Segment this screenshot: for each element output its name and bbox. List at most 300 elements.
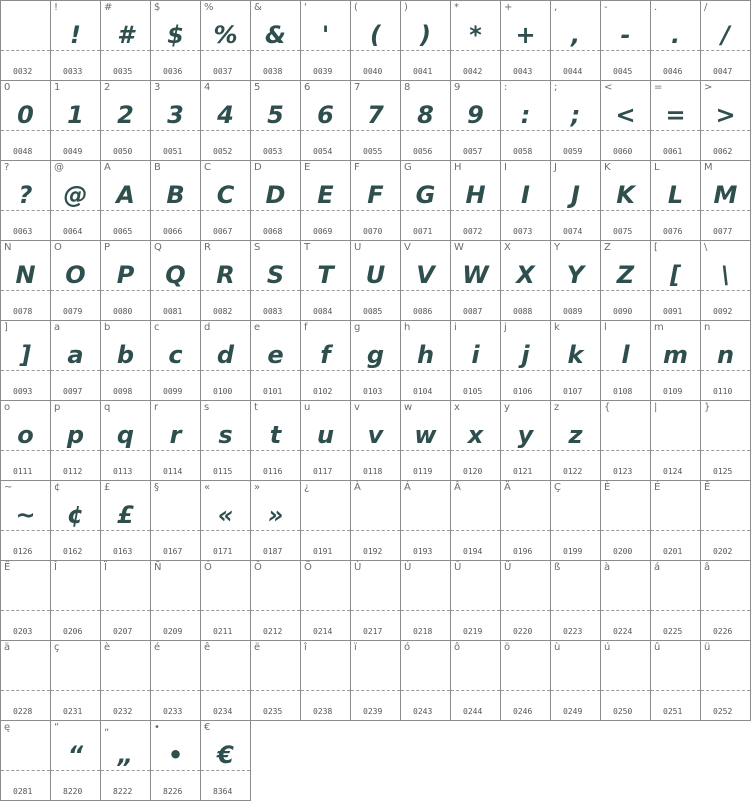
glyph-key-label: ¿ — [304, 482, 310, 493]
glyph-sample: 2 — [117, 101, 134, 129]
glyph-sample — [151, 495, 200, 535]
glyph-key-label: T — [304, 242, 311, 253]
glyph-cell — [700, 0, 751, 81]
glyph-sample: 9 — [467, 101, 484, 129]
glyph-key-label: l — [604, 322, 607, 333]
glyph-cell — [100, 480, 151, 561]
glyph-key-label: È — [604, 482, 611, 493]
glyph-sample — [1, 575, 50, 615]
glyph-code-label: 0067 — [213, 227, 233, 236]
glyph-key-label: 0 — [4, 82, 11, 93]
glyph-sample — [201, 655, 250, 695]
glyph-key-label: w — [404, 402, 413, 413]
glyph-key-label: ~ — [4, 482, 13, 493]
glyph-sample: • — [167, 741, 184, 769]
glyph-sample — [651, 415, 700, 455]
glyph-sample: 8 — [417, 101, 434, 129]
glyph-code-label: 0068 — [263, 227, 283, 236]
glyph-key-label: I — [504, 162, 507, 173]
glyph-cell — [500, 80, 551, 161]
glyph-code-label: 0104 — [413, 387, 433, 396]
glyph-code-label: 0035 — [113, 67, 133, 76]
glyph-key-label: á — [654, 562, 661, 573]
glyph-key-label: d — [204, 322, 211, 333]
glyph-cell — [100, 640, 151, 721]
glyph-code-label: 0080 — [113, 307, 133, 316]
glyph-key-label: h — [404, 322, 411, 333]
glyph-cell — [450, 560, 501, 641]
glyph-cell — [400, 320, 451, 401]
glyph-cell — [700, 160, 751, 241]
glyph-code-label: 0083 — [263, 307, 283, 316]
glyph-code-label: 0110 — [713, 387, 733, 396]
glyph-code-label: 0100 — [213, 387, 233, 396]
glyph-key-label: Y — [554, 242, 561, 253]
glyph-cell — [200, 160, 251, 241]
glyph-cell — [450, 240, 501, 321]
glyph-code-label: 0234 — [213, 707, 233, 716]
glyph-sample: „ — [117, 741, 134, 769]
glyph-code-label: 0111 — [13, 467, 33, 476]
glyph-cell — [650, 400, 701, 481]
glyph-sample: a — [67, 341, 84, 369]
glyph-key-label: $ — [154, 2, 161, 13]
glyph-cell — [50, 640, 101, 721]
glyph-code-label: 0063 — [13, 227, 33, 236]
glyph-sample — [651, 495, 700, 535]
glyph-key-label: ù — [554, 642, 561, 653]
glyph-code-label: 0235 — [263, 707, 283, 716]
glyph-cell — [50, 720, 101, 801]
glyph-sample: € — [217, 741, 234, 769]
glyph-sample — [601, 655, 650, 695]
glyph-sample: z — [568, 421, 583, 449]
glyph-sample: 5 — [267, 101, 284, 129]
glyph-cell — [350, 640, 401, 721]
glyph-cell — [50, 240, 101, 321]
glyph-key-label: Ô — [254, 562, 262, 573]
glyph-sample: 4 — [217, 101, 234, 129]
glyph-code-label: 0103 — [363, 387, 383, 396]
glyph-key-label: z — [554, 402, 560, 413]
glyph-cell — [300, 240, 351, 321]
glyph-sample — [251, 655, 300, 695]
glyph-key-label: 7 — [354, 82, 361, 93]
glyph-key-label: 6 — [304, 82, 311, 93]
glyph-key-label: e — [254, 322, 261, 333]
glyph-sample: @ — [63, 181, 88, 209]
glyph-cell — [400, 640, 451, 721]
glyph-cell — [200, 560, 251, 641]
glyph-key-label: 8 — [404, 82, 411, 93]
glyph-code-label: 0233 — [163, 707, 183, 716]
glyph-key-label: + — [504, 2, 513, 13]
glyph-code-label: 0106 — [513, 387, 533, 396]
glyph-code-label: 0078 — [13, 307, 33, 316]
glyph-sample — [301, 495, 350, 535]
glyph-sample: . — [670, 21, 681, 49]
glyph-code-label: 0219 — [463, 627, 483, 636]
glyph-code-label: 0126 — [13, 547, 33, 556]
glyph-code-label: 0071 — [413, 227, 433, 236]
glyph-key-label: n — [704, 322, 711, 333]
glyph-code-label: 0043 — [513, 67, 533, 76]
glyph-cell — [450, 0, 501, 81]
glyph-code-label: 0249 — [563, 707, 583, 716]
glyph-cell — [450, 400, 501, 481]
glyph-code-label: 0105 — [463, 387, 483, 396]
glyph-key-label: y — [504, 402, 510, 413]
glyph-cell — [50, 160, 101, 241]
glyph-cell — [250, 480, 301, 561]
glyph-sample: - — [620, 21, 631, 49]
glyph-sample — [601, 415, 650, 455]
glyph-sample — [551, 655, 600, 695]
glyph-sample — [51, 575, 100, 615]
glyph-code-label: 0084 — [313, 307, 333, 316]
glyph-cell — [50, 400, 101, 481]
glyph-code-label: 0218 — [413, 627, 433, 636]
glyph-cell — [450, 320, 501, 401]
glyph-sample: = — [665, 101, 686, 129]
glyph-sample — [551, 495, 600, 535]
glyph-code-label: 0086 — [413, 307, 433, 316]
glyph-sample — [701, 415, 750, 455]
glyph-sample — [351, 575, 400, 615]
glyph-code-label: 0207 — [113, 627, 133, 636]
glyph-cell — [250, 0, 301, 81]
glyph-code-label: 0073 — [513, 227, 533, 236]
glyph-sample: W — [462, 261, 489, 289]
glyph-cell — [150, 0, 201, 81]
glyph-code-label: 0116 — [263, 467, 283, 476]
glyph-key-label: û — [654, 642, 661, 653]
glyph-code-label: 8364 — [213, 787, 233, 796]
glyph-cell — [550, 80, 601, 161]
glyph-sample: b — [116, 341, 135, 369]
glyph-code-label: 0066 — [163, 227, 183, 236]
glyph-key-label: } — [704, 402, 711, 413]
glyph-sample: T — [317, 261, 334, 289]
glyph-code-label: 0107 — [563, 387, 583, 396]
glyph-key-label: F — [354, 162, 360, 173]
glyph-sample — [401, 575, 450, 615]
glyph-code-label: 0090 — [613, 307, 633, 316]
glyph-key-label: 1 — [54, 82, 61, 93]
glyph-cell — [200, 720, 251, 801]
glyph-cell — [250, 160, 301, 241]
glyph-code-label: 0062 — [713, 147, 733, 156]
glyph-cell — [100, 560, 151, 641]
glyph-cell — [550, 240, 601, 321]
glyph-code-label: 0209 — [163, 627, 183, 636]
glyph-key-label: ) — [404, 2, 408, 13]
glyph-cell — [550, 400, 601, 481]
glyph-code-label: 0064 — [63, 227, 83, 236]
glyph-cell — [650, 320, 701, 401]
glyph-code-label: 0085 — [363, 307, 383, 316]
glyph-sample — [601, 575, 650, 615]
glyph-cell — [350, 400, 401, 481]
glyph-cell — [600, 640, 651, 721]
glyph-code-label: 0192 — [363, 547, 383, 556]
glyph-key-label: Û — [454, 562, 462, 573]
glyph-key-label: u — [304, 402, 311, 413]
glyph-code-label: 0055 — [363, 147, 383, 156]
glyph-code-label: 0203 — [13, 627, 33, 636]
glyph-sample — [451, 575, 500, 615]
glyph-cell — [350, 560, 401, 641]
glyph-sample — [151, 575, 200, 615]
glyph-key-label: Ú — [404, 562, 412, 573]
glyph-code-label: 0046 — [663, 67, 683, 76]
glyph-cell — [400, 80, 451, 161]
glyph-key-label: Ù — [354, 562, 362, 573]
glyph-sample — [101, 655, 150, 695]
glyph-key-label: ! — [54, 2, 59, 13]
glyph-code-label: 8220 — [63, 787, 83, 796]
glyph-code-label: 0058 — [513, 147, 533, 156]
glyph-sample: : — [520, 101, 531, 129]
glyph-sample: C — [216, 181, 235, 209]
glyph-key-label: c — [154, 322, 160, 333]
glyph-code-label: 0194 — [463, 547, 483, 556]
glyph-sample: ! — [70, 21, 81, 49]
glyph-cell — [200, 0, 251, 81]
glyph-cell — [350, 160, 401, 241]
glyph-code-label: 0122 — [563, 467, 583, 476]
glyph-key-label: & — [254, 2, 262, 13]
glyph-sample: N — [15, 261, 36, 289]
glyph-key-label: 3 — [154, 82, 161, 93]
glyph-cell — [600, 320, 651, 401]
glyph-code-label: 0070 — [363, 227, 383, 236]
glyph-cell — [550, 320, 601, 401]
glyph-key-label: ú — [604, 642, 611, 653]
glyph-cell — [700, 320, 751, 401]
glyph-key-label: Ä — [504, 482, 511, 493]
glyph-sample — [351, 655, 400, 695]
glyph-key-label: » — [254, 482, 261, 493]
glyph-code-label: 0042 — [463, 67, 483, 76]
glyph-sample: ¢ — [67, 501, 84, 529]
glyph-key-label: ( — [354, 2, 358, 13]
glyph-sample — [651, 575, 700, 615]
glyph-cell — [700, 640, 751, 721]
glyph-code-label: 0232 — [113, 707, 133, 716]
glyph-sample: k — [567, 341, 584, 369]
glyph-code-label: 0072 — [463, 227, 483, 236]
glyph-cell — [500, 480, 551, 561]
glyph-code-label: 0193 — [413, 547, 433, 556]
glyph-cell — [150, 160, 201, 241]
glyph-key-label: 9 — [454, 82, 461, 93]
glyph-sample: n — [716, 341, 735, 369]
glyph-sample: 0 — [17, 101, 34, 129]
glyph-cell — [0, 0, 51, 81]
glyph-code-label: 0108 — [613, 387, 633, 396]
glyph-cell — [350, 240, 401, 321]
glyph-sample: K — [616, 181, 635, 209]
glyph-key-label: = — [654, 82, 663, 93]
glyph-cell — [450, 160, 501, 241]
glyph-cell — [100, 400, 151, 481]
glyph-key-label: É — [654, 482, 661, 493]
glyph-sample: R — [216, 261, 235, 289]
glyph-sample: $ — [167, 21, 184, 49]
glyph-cell — [0, 560, 51, 641]
glyph-cell — [300, 480, 351, 561]
glyph-cell — [650, 560, 701, 641]
glyph-key-label: „ — [104, 722, 110, 733]
glyph-cell — [200, 480, 251, 561]
glyph-sample: ? — [18, 181, 33, 209]
glyph-cell — [0, 400, 51, 481]
glyph-cell — [700, 400, 751, 481]
glyph-sample: r — [169, 421, 182, 449]
glyph-key-label: é — [154, 642, 161, 653]
glyph-code-label: 0281 — [13, 787, 33, 796]
glyph-code-label: 0226 — [713, 627, 733, 636]
glyph-code-label: 0079 — [63, 307, 83, 316]
glyph-code-label: 0109 — [663, 387, 683, 396]
glyph-sample: X — [516, 261, 535, 289]
glyph-key-label: k — [554, 322, 560, 333]
glyph-key-label: ï — [354, 642, 357, 653]
glyph-cell — [600, 80, 651, 161]
glyph-sample: “ — [67, 741, 84, 769]
glyph-key-label: ? — [4, 162, 10, 173]
glyph-key-label: v — [354, 402, 360, 413]
glyph-code-label: 8226 — [163, 787, 183, 796]
glyph-code-label: 0074 — [563, 227, 583, 236]
glyph-cell — [0, 640, 51, 721]
glyph-cell — [100, 320, 151, 401]
glyph-sample: i — [471, 341, 480, 369]
glyph-cell — [150, 320, 201, 401]
glyph-key-label: ę — [4, 722, 11, 733]
glyph-code-label: 0102 — [313, 387, 333, 396]
glyph-key-label: G — [404, 162, 412, 173]
glyph-sample: , — [570, 21, 581, 49]
glyph-key-label: p — [54, 402, 61, 413]
glyph-sample: x — [467, 421, 484, 449]
glyph-sample: * — [469, 21, 482, 49]
glyph-key-label: î — [304, 642, 307, 653]
glyph-cell — [0, 480, 51, 561]
glyph-sample: w — [414, 421, 437, 449]
glyph-cell — [550, 160, 601, 241]
glyph-sample — [501, 495, 550, 535]
glyph-code-label: 0033 — [63, 67, 83, 76]
glyph-key-label: Î — [54, 562, 57, 573]
glyph-sample: « — [217, 501, 234, 529]
glyph-sample: O — [65, 261, 86, 289]
glyph-sample — [151, 655, 200, 695]
glyph-cell — [0, 240, 51, 321]
glyph-sample — [501, 655, 550, 695]
glyph-cell — [600, 480, 651, 561]
glyph-key-label: R — [204, 242, 211, 253]
glyph-sample: Z — [616, 261, 635, 289]
glyph-sample: U — [365, 261, 386, 289]
glyph-code-label: 0206 — [63, 627, 83, 636]
glyph-code-label: 0040 — [363, 67, 383, 76]
glyph-sample: j — [521, 341, 530, 369]
glyph-code-label: 0199 — [563, 547, 583, 556]
glyph-code-label: 0032 — [13, 67, 33, 76]
glyph-cell — [250, 640, 301, 721]
glyph-cell — [650, 160, 701, 241]
glyph-code-label: 0038 — [263, 67, 283, 76]
glyph-sample: > — [715, 101, 736, 129]
glyph-key-label: ô — [454, 642, 461, 653]
glyph-cell — [350, 320, 401, 401]
glyph-cell — [50, 560, 101, 641]
glyph-code-label: 0097 — [63, 387, 83, 396]
glyph-key-label: M — [704, 162, 713, 173]
glyph-sample — [401, 495, 450, 535]
glyph-code-label: 0114 — [163, 467, 183, 476]
glyph-cell — [500, 0, 551, 81]
glyph-sample: m — [662, 341, 688, 369]
glyph-key-label: D — [254, 162, 262, 173]
glyph-key-label: Q — [154, 242, 162, 253]
glyph-cell — [500, 640, 551, 721]
glyph-key-label: O — [54, 242, 62, 253]
glyph-code-label: 0220 — [513, 627, 533, 636]
glyph-sample: % — [213, 21, 238, 49]
glyph-key-label: - — [604, 2, 608, 13]
glyph-cell — [700, 480, 751, 561]
glyph-sample — [701, 495, 750, 535]
glyph-cell — [500, 320, 551, 401]
glyph-key-label: H — [454, 162, 462, 173]
glyph-code-label: 0087 — [463, 307, 483, 316]
glyph-code-label: 0191 — [313, 547, 333, 556]
glyph-code-label: 0211 — [213, 627, 233, 636]
glyph-key-label: ¢ — [54, 482, 61, 493]
glyph-cell — [550, 640, 601, 721]
glyph-key-label: L — [654, 162, 660, 173]
glyph-sample — [1, 655, 50, 695]
glyph-code-label: 0238 — [313, 707, 333, 716]
glyph-cell — [50, 480, 101, 561]
glyph-code-label: 0187 — [263, 547, 283, 556]
glyph-sample — [451, 655, 500, 695]
glyph-cell — [0, 720, 51, 801]
glyph-key-label: ë — [254, 642, 261, 653]
glyph-cell — [200, 80, 251, 161]
glyph-code-label: 0065 — [113, 227, 133, 236]
glyph-code-label: 0252 — [713, 707, 733, 716]
glyph-cell — [250, 240, 301, 321]
glyph-key-label: Z — [604, 242, 611, 253]
glyph-key-label: * — [454, 2, 459, 13]
glyph-key-label: W — [454, 242, 464, 253]
glyph-cell — [50, 0, 101, 81]
glyph-key-label: i — [454, 322, 457, 333]
glyph-cell — [550, 560, 601, 641]
glyph-code-label: 0082 — [213, 307, 233, 316]
glyph-key-label: A — [104, 162, 111, 173]
glyph-cell — [300, 160, 351, 241]
glyph-key-label: Ï — [104, 562, 107, 573]
glyph-sample — [451, 495, 500, 535]
glyph-code-label: 0041 — [413, 67, 433, 76]
glyph-sample: Q — [165, 261, 186, 289]
glyph-key-label: « — [204, 482, 211, 493]
